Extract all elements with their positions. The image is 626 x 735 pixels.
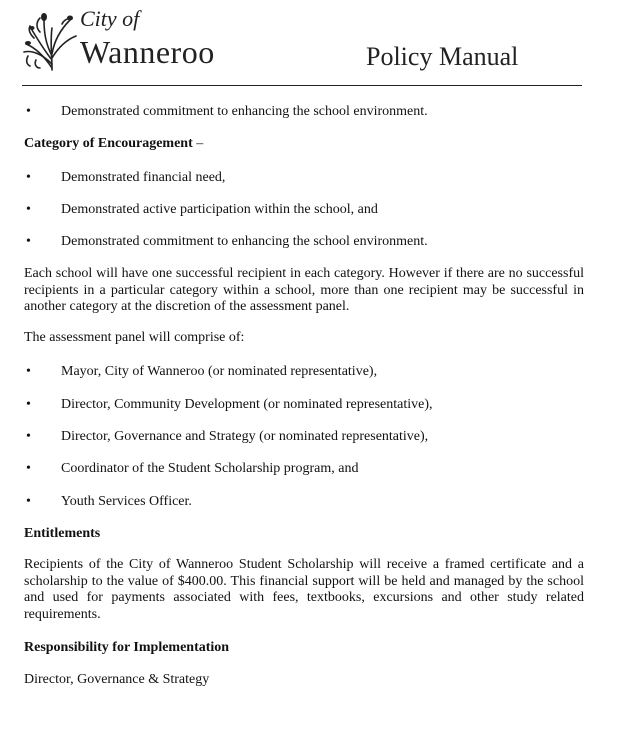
bullet-icon: •	[26, 202, 31, 217]
logo-text-wanneroo: Wanneroo	[80, 34, 215, 70]
bullet-icon: •	[26, 170, 31, 185]
list-item-text: Demonstrated active participation within the school, and	[61, 202, 378, 217]
responsibility-text: Director, Governance & Strategy	[24, 672, 210, 687]
entitlements-paragraph: Recipients of the City of Wanneroo Student Scholarship will receive a framed certificate and a scholarship to the value of $400.00. This financial support will be held and managed by the school and used for payments associated with fees, textbooks, excursions and other study related requirements.	[24, 557, 584, 622]
bullet-icon: •	[26, 494, 31, 509]
category-heading-dash: –	[192, 136, 204, 151]
responsibility-heading: Responsibility for Implementation	[24, 640, 230, 655]
header-divider	[22, 85, 582, 86]
category-heading-text: Category of Encouragement	[24, 136, 193, 151]
city-logo-icon	[22, 10, 78, 72]
bullet-icon: •	[26, 364, 31, 379]
bullet-icon: •	[26, 461, 31, 476]
category-heading	[24, 136, 584, 153]
recipient-paragraph: Each school will have one successful recipient in each category. However if there are no successful recipients in a particular category within a school, more than one recipient may be successful in another category at the discretion of the assessment panel.	[24, 266, 584, 314]
list-item-text: Demonstrated financial need,	[61, 170, 226, 185]
list-item-text: Youth Services Officer.	[61, 494, 192, 509]
list-item-text: Director, Community Development (or nominated representative),	[61, 397, 433, 412]
panel-intro: The assessment panel will comprise of:	[24, 330, 245, 345]
document-header	[0, 0, 626, 90]
bullet-icon: •	[26, 397, 31, 412]
bullet-icon: •	[26, 234, 31, 249]
logo-text-city-of: City of	[80, 6, 140, 31]
list-item-text: Director, Governance and Strategy (or nominated representative),	[61, 429, 429, 444]
list-item-text: Coordinator of the Student Scholarship program, and	[61, 461, 359, 476]
list-item-text: Demonstrated commitment to enhancing the school environment.	[61, 104, 428, 119]
document-title: Policy Manual	[366, 42, 519, 71]
bullet-icon: •	[26, 429, 31, 444]
list-item-text: Mayor, City of Wanneroo (or nominated representative),	[61, 364, 378, 379]
list-item-text: Demonstrated commitment to enhancing the school environment.	[61, 234, 428, 249]
bullet-icon: •	[26, 104, 31, 119]
entitlements-heading: Entitlements	[24, 526, 101, 541]
